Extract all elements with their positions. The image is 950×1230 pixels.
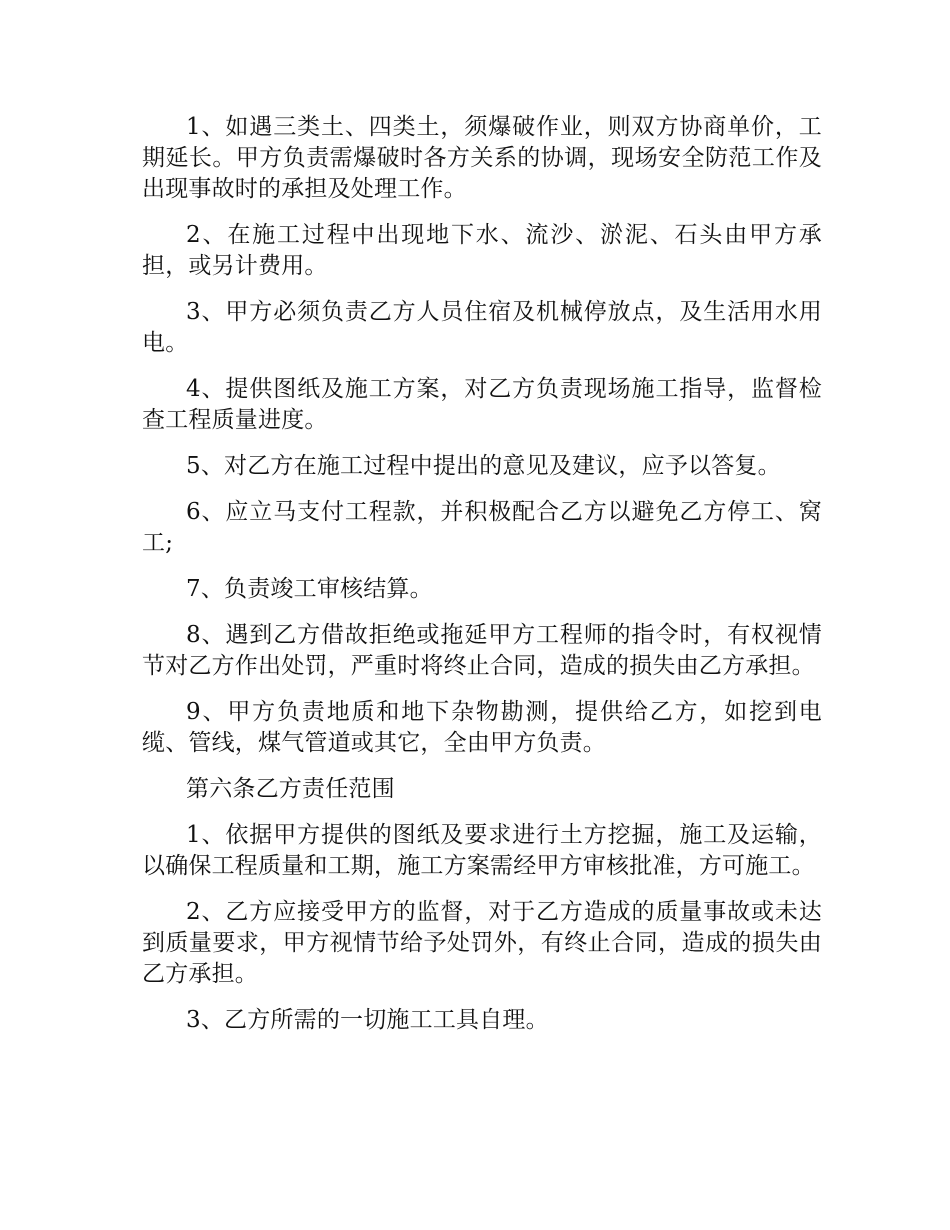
paragraph-party-a-clause-8: 8、遇到乙方借故拒绝或拖延甲方工程师的指令时，有权视情节对乙方作出处罚，严重时将终止合同，造成的损失由乙方承担。 xyxy=(142,622,822,679)
paragraph-party-a-clause-1: 1、如遇三类土、四类土，须爆破作业，则双方协商单价，工期延长。甲方负责需爆破时各方关系的协调，现场安全防范工作及出现事故时的承担及处理工作。 xyxy=(142,114,822,202)
paragraph-party-a-clause-4: 4、提供图纸及施工方案，对乙方负责现场施工指导，监督检查工程质量进度。 xyxy=(142,376,822,433)
paragraph-party-a-clause-5: 5、对乙方在施工过程中提出的意见及建议，应予以答复。 xyxy=(186,453,781,479)
paragraph-party-a-clause-7: 7、负责竣工审核结算。 xyxy=(186,576,433,602)
paragraph-party-a-clause-2: 2、在施工过程中出现地下水、流沙、淤泥、石头由甲方承担，或另计费用。 xyxy=(142,222,822,279)
paragraph-party-b-clause-1: 1、依据甲方提供的图纸及要求进行土方挖掘，施工及运输，以确保工程质量和工期，施工方案需经甲方审核批准，方可施工。 xyxy=(142,822,822,879)
paragraph-party-b-clause-2: 2、乙方应接受甲方的监督，对于乙方造成的质量事故或未达到质量要求，甲方视情节给予处罚外，有终止合同，造成的损失由乙方承担。 xyxy=(142,899,822,987)
paragraph-party-a-clause-3: 3、甲方必须负责乙方人员住宿及机械停放点，及生活用水用电。 xyxy=(142,299,822,356)
paragraph-party-b-clause-3: 3、乙方所需的一切施工工具自理。 xyxy=(186,1007,549,1033)
document-body xyxy=(142,112,822,1051)
section-heading-article-6: 第六条乙方责任范围 xyxy=(186,776,395,802)
paragraph-party-a-clause-6: 6、应立马支付工程款，并积极配合乙方以避免乙方停工、窝工; xyxy=(142,499,822,556)
paragraph-party-a-clause-9: 9、甲方负责地质和地下杂物勘测，提供给乙方，如挖到电缆、管线，煤气管道或其它，全由甲方负责。 xyxy=(142,699,822,756)
